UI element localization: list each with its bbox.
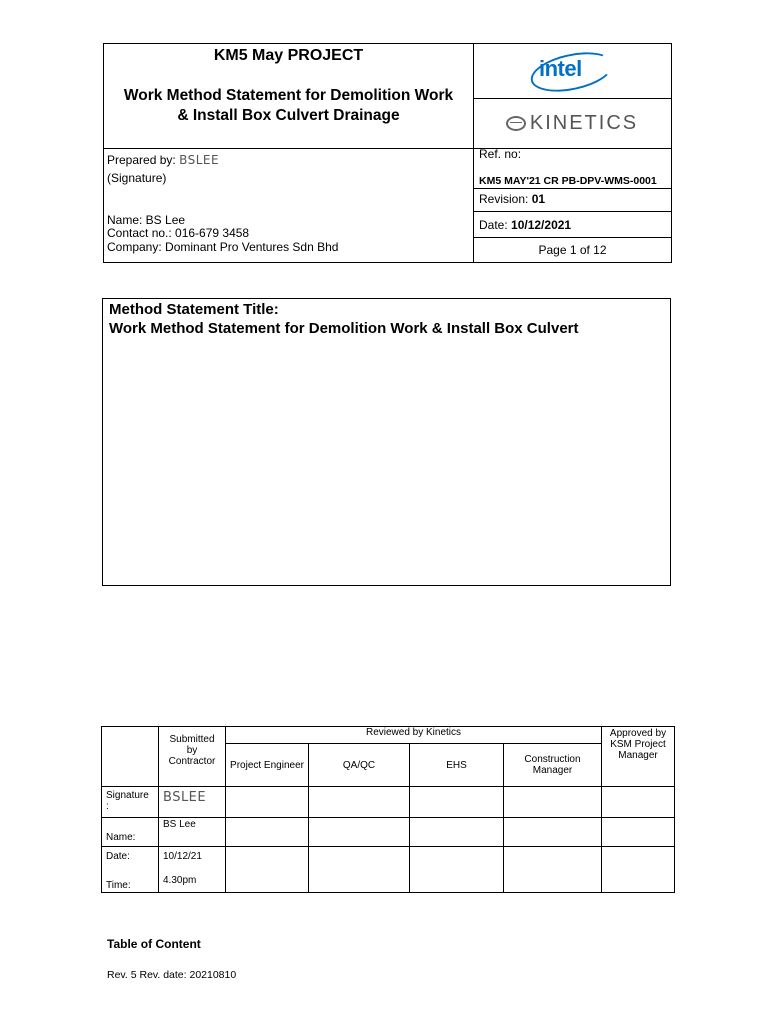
document-header [103, 43, 672, 263]
intel-logo [530, 52, 614, 90]
qaqc-header: QA/QC [309, 744, 410, 787]
approver-date [602, 847, 675, 893]
date-divider [473, 237, 671, 238]
ehs-name [410, 818, 504, 847]
date-value: 10/12/2021 [511, 218, 572, 232]
table-row [102, 818, 675, 847]
table-row [102, 847, 675, 893]
construction-manager-signature [504, 787, 602, 818]
revision-value: 01 [531, 192, 546, 206]
date-label: Date: [479, 218, 508, 232]
time-row-label: Time: [106, 880, 131, 891]
header-divider [104, 148, 671, 149]
review-table [101, 726, 675, 893]
table-of-content-heading: Table of Content [107, 937, 201, 951]
contractor-date-time [159, 847, 226, 893]
ehs-date [410, 847, 504, 893]
date-row-label: Date: [106, 851, 130, 862]
revision-label: Revision: [479, 192, 529, 206]
prepared-by-label: Prepared by: [107, 153, 176, 167]
method-statement-box [102, 298, 671, 586]
qaqc-date [309, 847, 410, 893]
date [479, 219, 571, 232]
revision-footer: Rev. 5 Rev. date: 20210810 [107, 969, 237, 981]
submitted-by-header: Submitted by Contractor [159, 727, 226, 787]
approved-by-header: Approved by KSM Project Manager [602, 727, 675, 787]
ref-label: Ref. no: [479, 147, 522, 161]
contractor-time: 4.30pm [163, 875, 197, 886]
prepared-by [107, 154, 219, 167]
ehs-header: EHS [410, 744, 504, 787]
approver-name [602, 818, 675, 847]
contractor-date: 10/12/21 [163, 851, 202, 862]
contractor-signature: BSLEE [159, 787, 226, 818]
method-statement-title: Work Method Statement for Demolition Work & Install Box Culvert [109, 320, 579, 337]
project-engineer-signature [226, 787, 309, 818]
revision-divider [473, 211, 671, 212]
prepared-by-signature: BSLEE [179, 153, 220, 167]
preparer-company: Company: Dominant Pro Ventures Sdn Bhd [107, 240, 339, 254]
intel-logo-text: intel [539, 56, 582, 81]
page-number: Page 1 of 12 [538, 243, 607, 257]
project-engineer-date [226, 847, 309, 893]
signature-row-label [102, 787, 159, 818]
construction-manager-header: Construction Manager [504, 744, 602, 787]
kinetics-logo-cell [473, 98, 671, 148]
kinetics-logo [506, 112, 638, 135]
wms-title-line1: Work Method Statement for Demolition Work [123, 87, 454, 104]
revision [479, 193, 545, 206]
preparer-name: Name: BS Lee [107, 213, 186, 227]
ehs-signature [410, 787, 504, 818]
kinetics-logo-text: KINETICS [529, 111, 639, 134]
method-statement-label: Method Statement Title: [109, 301, 279, 318]
name-row-label: Name: [102, 818, 159, 847]
qaqc-signature [309, 787, 410, 818]
preparer-contact: Contact no.: 016-679 3458 [107, 226, 250, 240]
signature-note: (Signature) [107, 171, 167, 185]
corner-cell [102, 727, 159, 787]
intel-logo-cell [473, 44, 671, 98]
date-time-row-label [102, 847, 159, 893]
wms-title-line2: & Install Box Culvert Drainage [177, 107, 400, 124]
project-engineer-name [226, 818, 309, 847]
approver-signature [602, 787, 675, 818]
ref-value: KM5 MAY'21 CR PB-DPV-WMS-0001 [479, 175, 657, 187]
construction-manager-date [504, 847, 602, 893]
wms-title [104, 86, 473, 126]
signature-colon: : [106, 801, 109, 812]
ref-divider [473, 188, 671, 189]
project-name: KM5 May PROJECT [213, 47, 364, 64]
signature-label: Signature [106, 790, 149, 801]
reviewed-by-header: Reviewed by Kinetics [226, 727, 602, 744]
kinetics-mark-icon [506, 116, 526, 131]
contractor-name: BS Lee [159, 818, 226, 847]
table-row [102, 787, 675, 818]
construction-manager-name [504, 818, 602, 847]
project-engineer-header: Project Engineer [226, 744, 309, 787]
qaqc-name [309, 818, 410, 847]
